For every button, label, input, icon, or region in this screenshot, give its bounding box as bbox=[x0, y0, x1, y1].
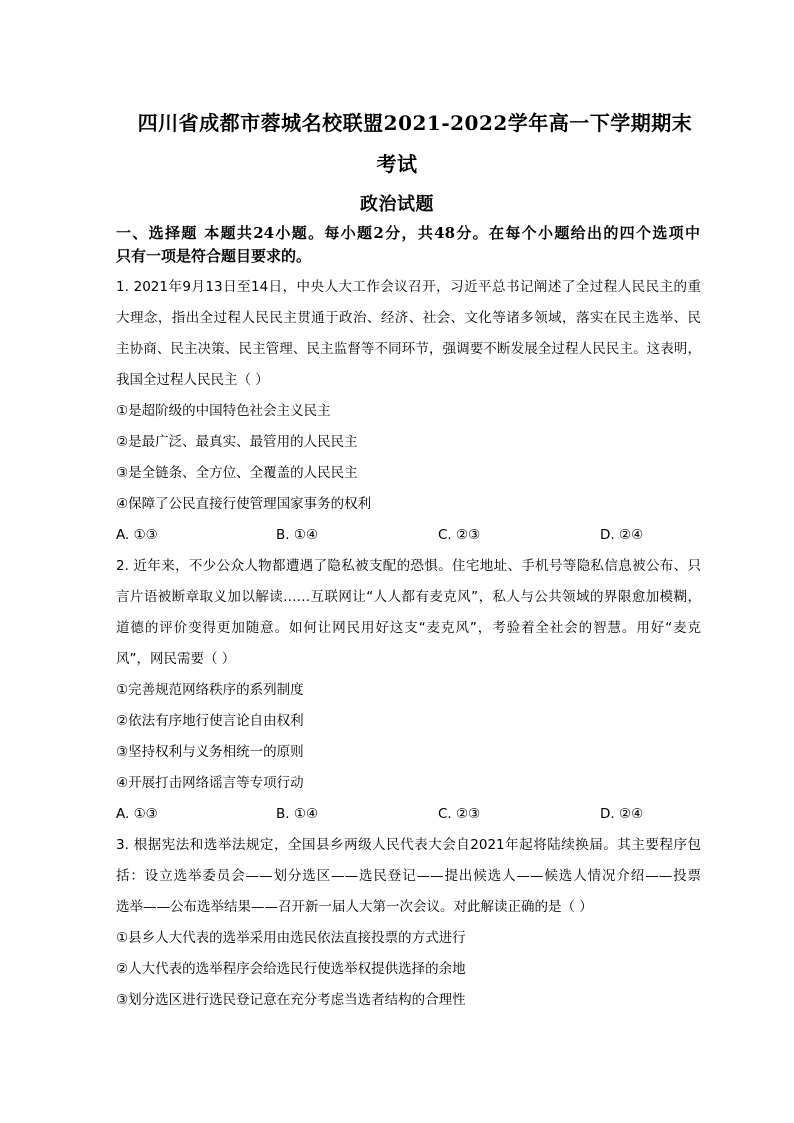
question-stem-line: 道德的评价变得更加随意。如何让网民用好这支“麦克风”，考验着全社会的智慧。用好“麦克 bbox=[116, 620, 701, 636]
question-item: ③坚持权利与义务相统一的原则 bbox=[116, 744, 304, 760]
question-stem-line: 3. 根据宪法和选举法规定，全国县乡两级人民代表大会自2021年起将陆续换届。其主要程序包 bbox=[116, 837, 701, 853]
question-stem-line: 言片语被断章取义加以解读……互联网让“人人都有麦克风”，私人与公共领域的界限愈加模糊， bbox=[116, 589, 701, 605]
question-stem-line: 2. 近年来，不少公众人物都遭遇了隐私被支配的恐惧。住宅地址、手机号等隐私信息被公布、只 bbox=[116, 558, 701, 574]
answer-options bbox=[116, 523, 701, 554]
question-stem-line: 选举——公布选举结果——召开新一届人大第一次会议。对此解读正确的是（ ） bbox=[116, 899, 593, 915]
question-stem-line: 主协商、民主决策、民主管理、民主监督等不同环节，强调要不断发展全过程人民民主。这表明， bbox=[116, 341, 701, 357]
section-heading bbox=[116, 222, 700, 268]
question-1 bbox=[116, 275, 701, 554]
option-a: A. ①③ bbox=[116, 527, 158, 543]
option-a: A. ①③ bbox=[116, 806, 158, 822]
option-c: C. ②③ bbox=[438, 806, 481, 822]
question-stem-line: 我国全过程人民民主（ ） bbox=[116, 372, 269, 388]
question-stem-line: 大理念，指出全过程人民民主贯通于政治、经济、社会、文化等诸多领域，落实在民主选举、民 bbox=[116, 310, 701, 326]
question-item: ④开展打击网络谣言等专项行动 bbox=[116, 775, 304, 791]
questions-list bbox=[116, 275, 701, 1019]
answer-options bbox=[116, 802, 701, 833]
option-c: C. ②③ bbox=[438, 527, 481, 543]
question-stem-line: 括：设立选举委员会——划分选区——选民登记——提出候选人——候选人情况介绍——投票 bbox=[116, 868, 701, 884]
question-item: ①是超阶级的中国特色社会主义民主 bbox=[116, 403, 331, 419]
option-d: D. ②④ bbox=[600, 527, 644, 543]
question-3 bbox=[116, 833, 701, 1019]
question-item: ①完善规范网络秩序的系列制度 bbox=[116, 682, 304, 698]
question-item: ②是最广泛、最真实、最管用的人民民主 bbox=[116, 434, 358, 450]
question-stem-line: 1. 2021年9月13日至14日，中央人大工作会议召开，习近平总书记阐述了全过程人民民主的重 bbox=[116, 279, 701, 295]
exam-subtitle: 政治试题 bbox=[360, 194, 434, 215]
question-item: ③划分选区进行选民登记意在充分考虑当选者结构的合理性 bbox=[116, 992, 466, 1008]
exam-title-line2: 考试 bbox=[376, 152, 418, 176]
question-item: ④保障了公民直接行使管理国家事务的权利 bbox=[116, 496, 372, 512]
question-item: ②依法有序地行使言论自由权利 bbox=[116, 713, 304, 729]
question-item: ③是全链条、全方位、全覆盖的人民民主 bbox=[116, 465, 358, 481]
section-heading-line2: 只有一项是符合题目要求的。 bbox=[116, 247, 312, 265]
option-b: B. ①④ bbox=[276, 527, 319, 543]
question-2 bbox=[116, 554, 701, 833]
section-heading-line1: 一、选择题 本题共24小题。每小题2分，共48分。在每个小题给出的四个选项中 bbox=[116, 224, 700, 242]
option-d: D. ②④ bbox=[600, 806, 644, 822]
question-item: ①县乡人大代表的选举采用由选民依法直接投票的方式进行 bbox=[116, 930, 466, 946]
question-stem-line: 风”，网民需要（ ） bbox=[116, 651, 236, 667]
option-b: B. ①④ bbox=[276, 806, 319, 822]
exam-title-line1: 四川省成都市蓉城名校联盟2021-2022学年高一下学期期末 bbox=[137, 111, 693, 135]
question-item: ②人大代表的选举程序会给选民行使选举权提供选择的余地 bbox=[116, 961, 466, 977]
